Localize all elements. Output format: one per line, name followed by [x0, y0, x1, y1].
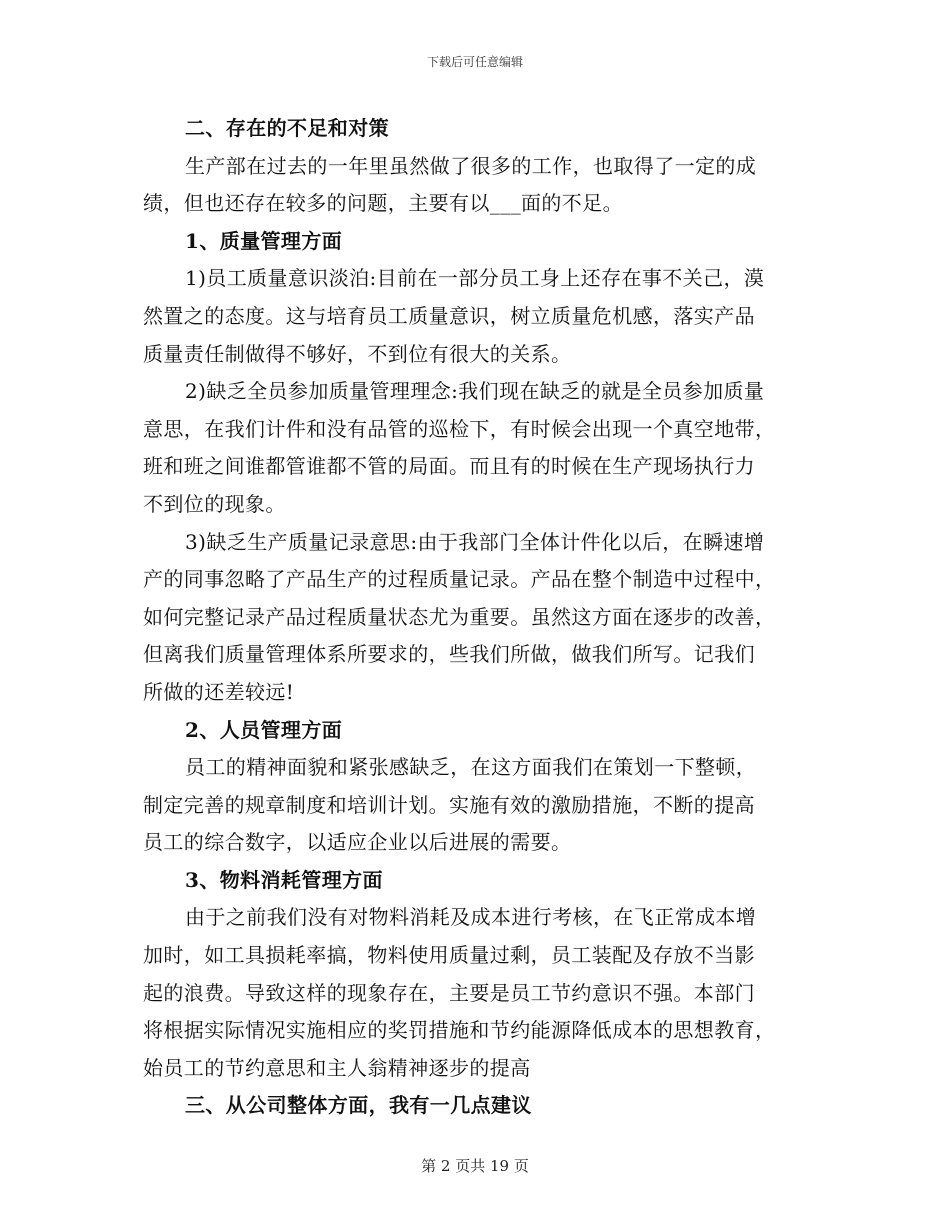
paragraph-line: 意思，在我们计件和没有品管的巡检下，有时候会出现一个真空地带，	[143, 416, 776, 441]
section-heading: 1、质量管理方面	[185, 228, 343, 253]
paragraph-line: 员工的综合数字，以适应企业以后进展的需要。	[143, 830, 572, 855]
paragraph-line: 2)缺乏全员参加质量管理理念:我们现在缺乏的就是全员参加质量	[185, 379, 765, 404]
section-heading: 2、人员管理方面	[185, 717, 343, 742]
page-header: 下载后可任意编辑	[426, 55, 523, 69]
paragraph-line: 不到位的现象。	[143, 491, 286, 516]
paragraph-line: 始员工的节约意思和主人翁精神逐步的提高	[143, 1055, 531, 1080]
section-heading: 三、从公司整体方面，我有一几点建议	[185, 1093, 532, 1118]
paragraph-line: 班和班之间谁都管谁都不管的局面。而且有的时候在生产现场执行力	[143, 454, 755, 479]
section-heading: 二、存在的不足和对策	[185, 116, 389, 140]
paragraph-line: 员工的精神面貌和紧张感缺乏，在这方面我们在策划一下整顿，	[185, 755, 757, 780]
paragraph-line: 由于之前我们没有对物料消耗及成本进行考核，在飞正常成本增	[185, 905, 757, 930]
document-body	[143, 110, 809, 1125]
paragraph-line: 3)缺乏生产质量记录意思:由于我部门全体计件化以后，在瞬速增	[185, 529, 765, 554]
page-footer: 第 2 页共 19 页	[421, 1157, 529, 1175]
paragraph-line: 1)员工质量意识淡泊:目前在一部分员工身上还存在事不关己，漠	[185, 266, 765, 291]
paragraph-line: 但离我们质量管理体系所要求的，些我们所做，做我们所写。记我们	[143, 642, 755, 667]
paragraph-line: 如何完整记录产品过程质量状态尤为重要。虽然这方面在逐步的改善，	[143, 604, 776, 629]
paragraph-line: 加时，如工具损耗率搞，物料使用质量过剩，员工装配及存放不当影	[143, 943, 755, 968]
paragraph-line: 生产部在过去的一年里虽然做了很多的工作，也取得了一定的成	[185, 153, 757, 178]
paragraph-line: 所做的还差较远!	[143, 679, 295, 704]
paragraph-line: 产的同事忽略了产品生产的过程质量记录。产品在整个制造中过程中，	[143, 567, 776, 592]
paragraph-line: 制定完善的规章制度和培训计划。实施有效的激励措施，不断的提高	[143, 792, 755, 817]
paragraph-line: 起的浪费。导致这样的现象存在，主要是员工节约意识不强。本部门	[143, 980, 755, 1005]
paragraph-line: 绩，但也还存在较多的问题，主要有以___面的不足。	[143, 191, 623, 216]
paragraph-line: 将根据实际情况实施相应的奖罚措施和节约能源降低成本的思想教育，	[143, 1018, 776, 1043]
section-heading: 3、物料消耗管理方面	[185, 867, 383, 892]
paragraph-line: 然置之的态度。这与培育员工质量意识，树立质量危机感，落实产品	[143, 303, 755, 328]
paragraph-line: 质量责任制做得不够好，不到位有很大的关系。	[143, 341, 572, 366]
